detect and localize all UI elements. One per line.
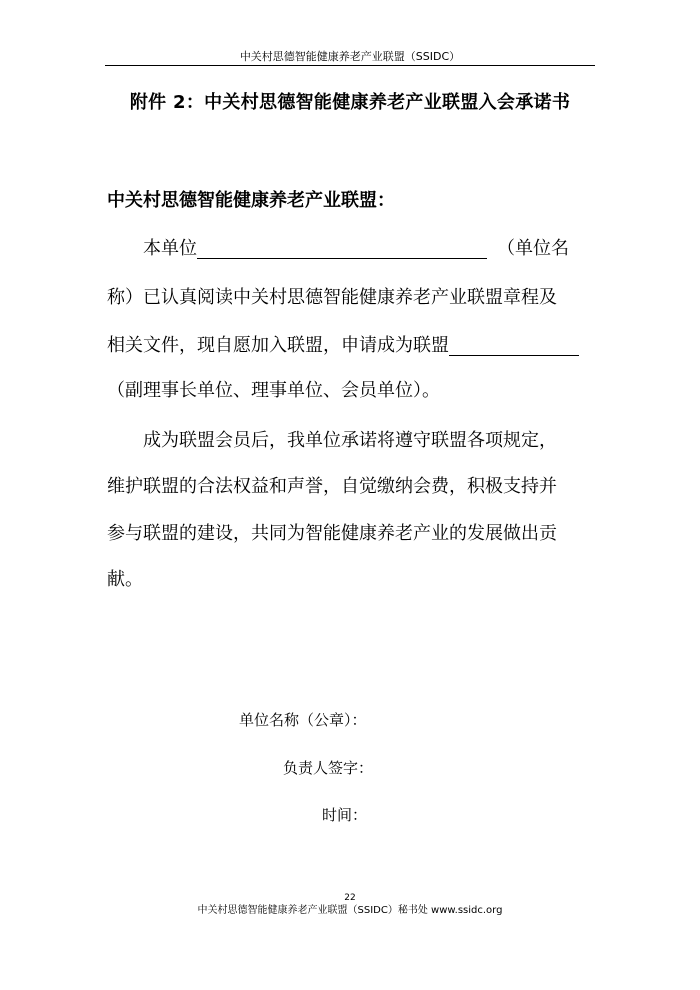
page-footer: 中关村思德智能健康养老产业联盟（SSIDC）秘书处 www.ssidc.org: [197, 905, 503, 916]
paragraph1-line3: [107, 333, 579, 359]
paragraph1-line2: 称）已认真阅读中关村思德智能健康养老产业联盟章程及: [107, 287, 557, 308]
paragraph1-line3-prefix: 相关文件，现自愿加入联盟，申请成为联盟: [107, 335, 449, 356]
header-divider: [105, 65, 595, 66]
signature-date: 时间：: [322, 806, 368, 824]
membership-type-blank: [449, 333, 579, 356]
unit-name-blank: [197, 236, 487, 259]
signature-person: 负责人签字：: [283, 759, 374, 777]
page-number: 22: [344, 893, 356, 903]
signature-unit-name: 单位名称（公章）：: [239, 711, 367, 729]
paragraph2-line4: 献。: [107, 569, 143, 590]
paragraph2-line1: 成为联盟会员后，我单位承诺将遵守联盟各项规定，: [143, 430, 557, 451]
paragraph1-line4: （副理事长单位、理事单位、会员单位）。: [107, 380, 440, 401]
salutation: 中关村思德智能健康养老产业联盟：: [107, 190, 395, 211]
paragraph2-line3: 参与联盟的建设，共同为智能健康养老产业的发展做出贡: [107, 523, 557, 544]
document-title: 附件 2：中关村思德智能健康养老产业联盟入会承诺书: [129, 92, 571, 113]
paragraph1-line1-suffix: （单位名: [497, 238, 569, 259]
paragraph1-line1: [143, 236, 569, 262]
page-header: 中关村思德智能健康养老产业联盟（SSIDC）: [239, 50, 461, 63]
paragraph2-line2: 维护联盟的合法权益和声誉，自觉缴纳会费，积极支持并: [107, 476, 557, 497]
paragraph1-line1-prefix: 本单位: [143, 238, 197, 259]
